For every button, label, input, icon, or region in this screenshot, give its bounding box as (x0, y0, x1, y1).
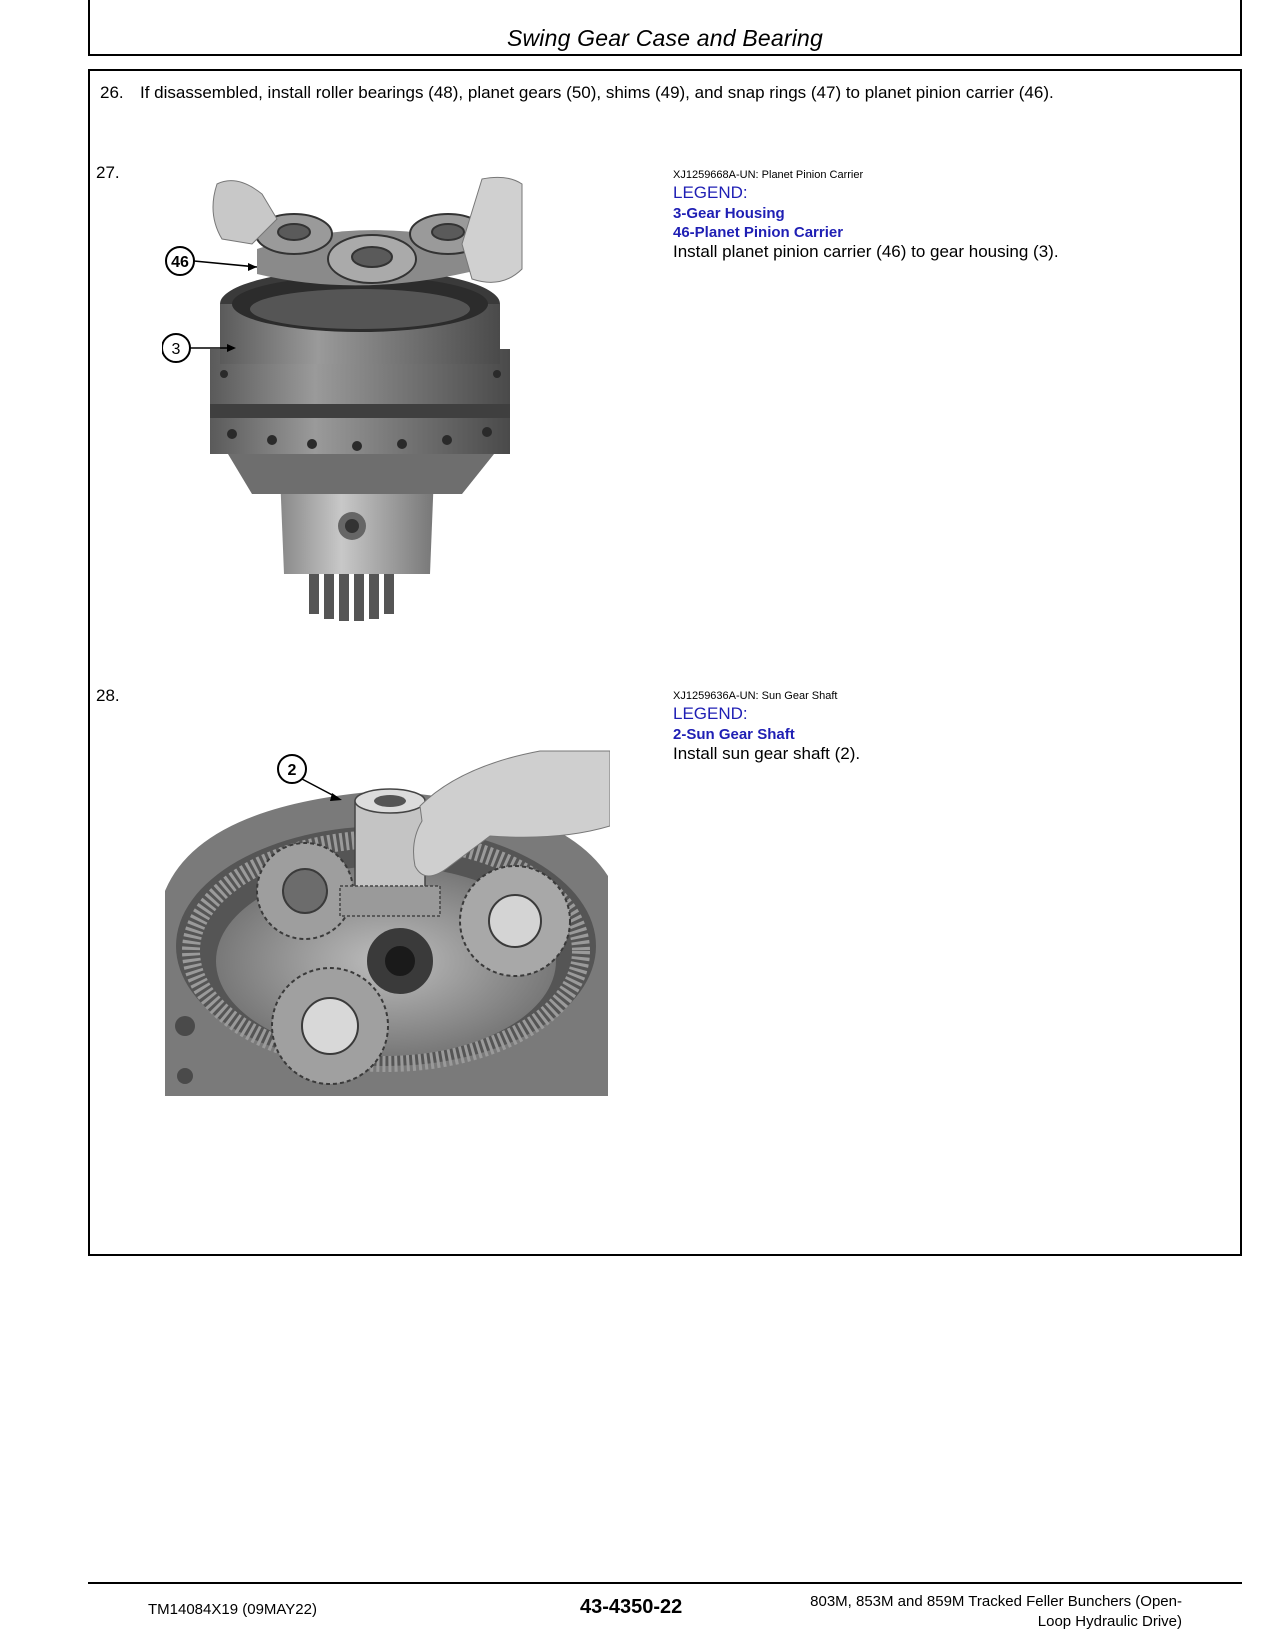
figure-27-legend-title: LEGEND: (673, 183, 748, 202)
figure-28-legend-item-2: 2-Sun Gear Shaft (673, 726, 795, 743)
page-header (88, 0, 1242, 56)
footer-divider (88, 1582, 1242, 1584)
footer-doc-id: TM14084X19 (09MAY22) (148, 1601, 317, 1618)
callout-3-label: 3 (171, 341, 181, 358)
figure-27-id: XJ1259668A-UN: Planet Pinion Carrier (673, 169, 864, 181)
callout-2-label: 2 (287, 762, 297, 779)
footer-manual-title (740, 1592, 1182, 1632)
sun-gear-shaft-photo (160, 746, 610, 1106)
planet-pinion-carrier-photo (162, 174, 562, 634)
figure-27-legend-item-46: 46-Planet Pinion Carrier (673, 224, 844, 241)
step-27-instruction: Install planet pinion carrier (46) to gear housing (3). (673, 242, 1059, 261)
step-26-text: If disassembled, install roller bearings (48), planet gears (50), shims (49), and snap rings (47) to planet pinion carrier (46). (140, 83, 1054, 102)
step-27-number: 27. (96, 163, 120, 182)
procedure-content (88, 69, 1242, 1256)
footer-manual-title-line2: Loop Hydraulic Drive) (1037, 1613, 1182, 1630)
figure-28-legend-title: LEGEND: (673, 704, 748, 723)
step-26-number: 26. (100, 83, 124, 102)
footer-manual-title-line1: 803M, 853M and 859M Tracked Feller Bunchers (Open- (810, 1593, 1182, 1610)
step-28-number: 28. (96, 686, 120, 705)
page-title: Swing Gear Case and Bearing (506, 25, 824, 51)
figure-28-id: XJ1259636A-UN: Sun Gear Shaft (673, 690, 838, 702)
figure-27-legend-item-3: 3-Gear Housing (673, 205, 785, 222)
callout-46-label: 46 (171, 254, 189, 271)
step-28-instruction: Install sun gear shaft (2). (673, 744, 861, 763)
footer-page-number: 43-4350-22 (580, 1596, 683, 1618)
